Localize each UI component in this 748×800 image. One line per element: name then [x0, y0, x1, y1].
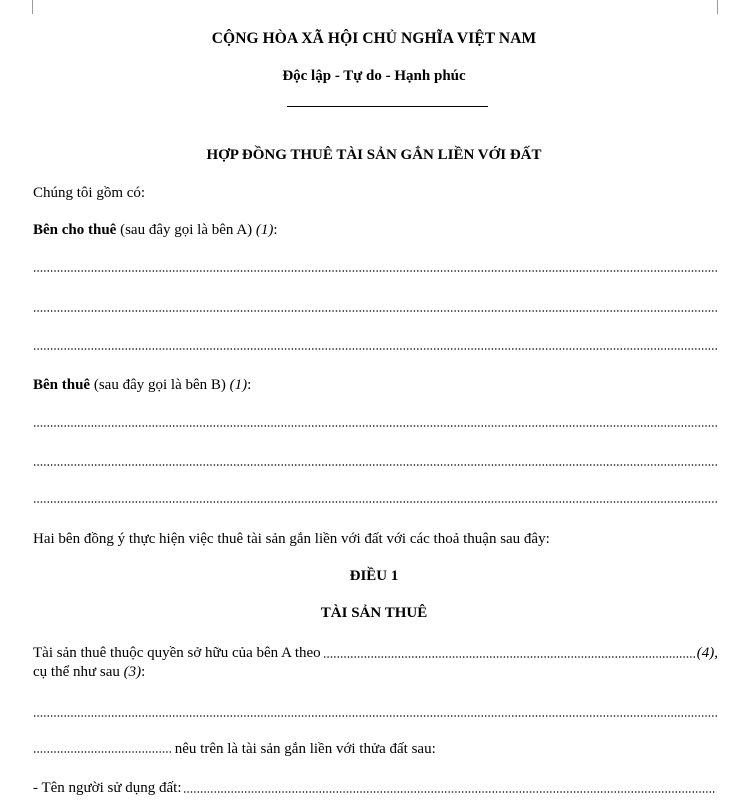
- asset-name-fill[interactable]: [33, 751, 171, 753]
- ownership-text: Tài sản thuê thuộc quyền sở hữu của bên A theo: [33, 645, 321, 661]
- lessor-fill-line-1[interactable]: [33, 270, 718, 272]
- detail-note: (3): [123, 664, 142, 680]
- country-name-heading: CỘNG HÒA XÃ HỘI CHỦ NGHĨA VIỆT NAM: [211, 30, 537, 47]
- article-1-subheading: TÀI SẢN THUÊ: [320, 605, 428, 621]
- ownership-fill[interactable]: [323, 656, 695, 658]
- land-user-line: [33, 779, 718, 797]
- land-user-label: - Tên người sử dụng đất:: [33, 780, 182, 796]
- page-margin-mark-left: [32, 0, 33, 14]
- lessee-label: Bên thuê: [33, 377, 91, 393]
- lessee-fill-line-2[interactable]: [33, 464, 718, 466]
- lessee-text: (sau đây gọi là bên B): [90, 377, 230, 393]
- lessee-fill-line-1[interactable]: [33, 425, 718, 427]
- article-1-heading: ĐIỀU 1: [349, 568, 399, 584]
- contract-title: HỢP ĐỒNG THUÊ TÀI SẢN GẮN LIỀN VỚI ĐẤT: [206, 147, 542, 163]
- land-user-fill[interactable]: [183, 791, 716, 793]
- detail-text: cụ thể như sau: [33, 664, 124, 680]
- page-margin-mark-right: [717, 0, 718, 14]
- lessor-fill-line-2[interactable]: [33, 310, 718, 312]
- lessee-fill-line-3[interactable]: [33, 501, 718, 503]
- lessor-label: Bên cho thuê: [33, 222, 117, 238]
- land-text: nêu trên là tài sản gắn liền với thửa đất sau:: [171, 741, 436, 757]
- detail-colon: :: [141, 664, 146, 680]
- lessor-line: [33, 221, 718, 239]
- detail-line: [33, 663, 718, 681]
- agreement-text: Hai bên đồng ý thực hiện việc thuê tài sản gắn liền với đất với các thoả thuận sau đây:: [33, 531, 550, 547]
- lessor-colon: :: [273, 222, 278, 238]
- lessee-line: [33, 376, 718, 394]
- motto-underline: [287, 106, 488, 107]
- lessor-fill-line-3[interactable]: [33, 348, 718, 350]
- national-motto: Độc lập - Tự do - Hạnh phúc: [282, 68, 466, 84]
- ownership-comma: ,: [714, 645, 718, 661]
- land-line: [33, 740, 718, 758]
- lessee-note: (1): [229, 377, 248, 393]
- lessor-text: (sau đây gọi là bên A): [116, 222, 256, 238]
- asset-detail-fill-line[interactable]: [33, 715, 718, 717]
- intro-text: Chúng tôi gồm có:: [33, 185, 146, 201]
- lessor-note: (1): [255, 222, 274, 238]
- ownership-note: (4): [696, 645, 715, 661]
- ownership-line: [33, 644, 718, 662]
- lessee-colon: :: [247, 377, 252, 393]
